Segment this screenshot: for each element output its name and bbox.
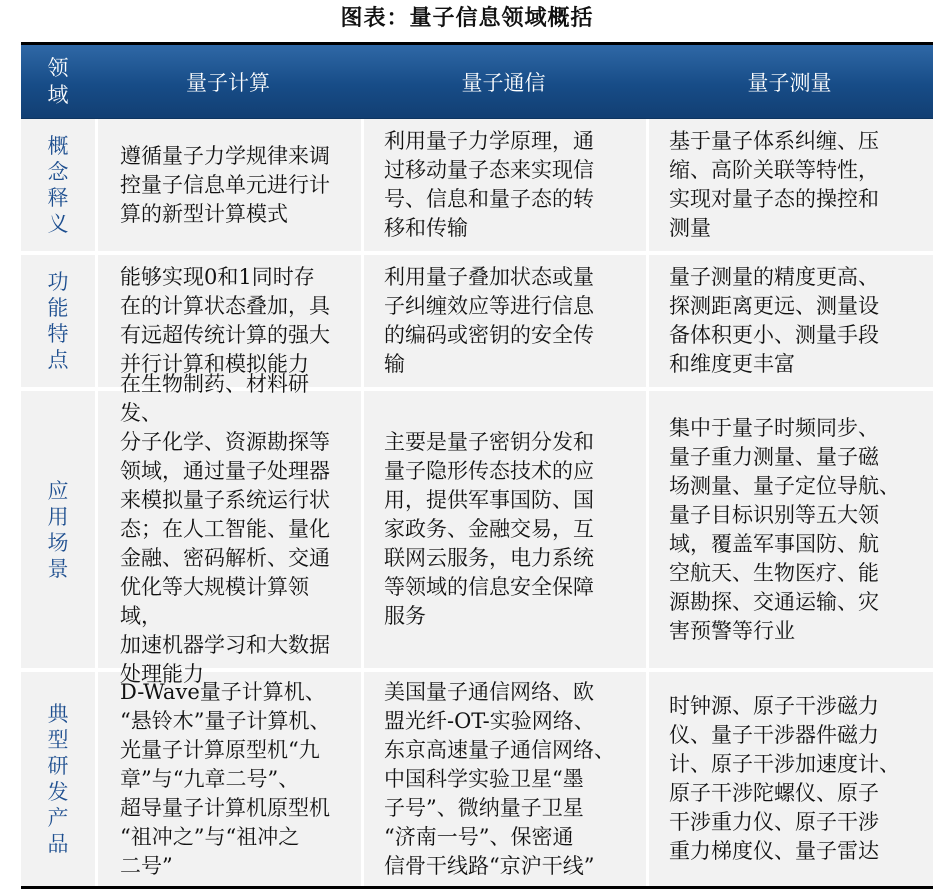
cell-text: 主要是量子密钥分发和 量子隐形传态技术的应 用，提供军事国防、国 家政务、金融交易，互 联网云服务，电力系统 等领域的信息安全保障 服务 — [384, 430, 594, 628]
table-row-concept — [21, 119, 933, 251]
cell-communication — [361, 119, 646, 251]
page-title: 图表：量子信息领域概括 — [340, 6, 594, 31]
cell-text: 利用量子叠加状态或量 子纠缠效应等进行信息 的编码或密钥的安全传 输 — [384, 265, 594, 376]
row-label-cell — [21, 255, 95, 387]
label-char: 品 — [47, 832, 69, 856]
label-char: 领 — [47, 55, 69, 80]
cell-text: 量子测量的精度更高、 探测距离更远、测量设 备体积更小、测量手段 和维度更丰富 — [669, 265, 879, 376]
label-char: 型 — [47, 728, 69, 752]
label-char: 景 — [47, 556, 69, 581]
cell-text: 美国量子通信网络、欧 盟光纤-OT-实验网络、 东京高速量子通信网络、 中国科学实验卫星“墨 子号”、微纳量子卫星 “济南一号”、保密通 信骨干线路“京沪干线” — [384, 679, 615, 878]
cell-measurement — [646, 119, 933, 251]
label-char: 特 — [47, 322, 69, 346]
label-char: 典 — [47, 702, 69, 726]
label-char: 发 — [47, 780, 69, 804]
table-row-features — [21, 251, 933, 387]
cell-measurement — [646, 391, 933, 668]
cell-text: 时钟源、原子干涉磁力 仪、量子干涉器件磁力 计、原子干涉加速度计、 原子干涉陀螺仪、原子 干涉重力仪、原子干涉 重力梯度仪、量子雷达 — [669, 694, 900, 863]
row-label-cell — [21, 391, 95, 668]
header-domain-label — [48, 55, 69, 109]
label-char: 域 — [47, 82, 69, 107]
cell-text: 利用量子力学原理，通 过移动量子态来实现信 号、信息和量子态的转 移和传输 — [384, 129, 594, 240]
cell-communication — [361, 391, 646, 668]
cell-text: 集中于量子时频同步、 量子重力测量、量子磁 场测量、量子定位导航、 量子目标识别等五大领 域，覆盖军事国防、航 空航天、生物医疗、能 源勘探、交通运输、灾 害预警等行业 — [669, 415, 900, 643]
cell-text: 遵循量子力学规律来调 控量子信息单元进行计 算的新型计算模式 — [120, 143, 330, 226]
cell-computing — [95, 255, 361, 387]
label-char: 点 — [47, 348, 69, 372]
table-row-applications — [21, 372, 933, 686]
row-label — [48, 269, 69, 373]
row-label — [48, 133, 69, 237]
header-quantum-measurement: 量子测量 — [747, 70, 832, 95]
row-label-cell — [21, 119, 95, 251]
label-char: 场 — [47, 530, 69, 555]
cell-computing — [95, 672, 361, 886]
label-char: 研 — [47, 754, 69, 778]
cell-text: 在生物制药、材料研发、 分子化学、资源勘探等 领域，通过量子处理器 来模拟量子系统运行状 态；在人工智能、量化 金融、密码解析、交通 优化等大规模计算领域， 加速机器学习和大数据 处理能力 — [120, 372, 330, 686]
row-label — [48, 478, 69, 582]
row-label-cell — [21, 672, 95, 886]
header-domain — [21, 45, 95, 118]
cell-text: D-Wave量子计算机、 “悬铃木”量子计算机、 光量子计算原型机“九 章”与“九章二号”、 超导量子计算机原型机 “祖冲之”与“祖冲之 二号” — [120, 679, 331, 878]
table-row-products — [21, 668, 933, 886]
label-char: 应 — [47, 478, 69, 503]
header-quantum-communication: 量子通信 — [461, 70, 546, 95]
cell-text: 能够实现0和1同时存 在的计算状态叠加，具 有远超传统计算的强大 并行计算和模拟能力 — [120, 265, 330, 376]
cell-computing — [95, 119, 361, 251]
label-char: 能 — [47, 296, 69, 320]
cell-measurement — [646, 672, 933, 886]
cell-computing — [95, 372, 361, 686]
table-header — [21, 45, 933, 119]
label-char: 念 — [47, 160, 69, 184]
cell-measurement — [646, 255, 933, 387]
cell-text: 基于量子体系纠缠、压 缩、高阶关联等特性， 实现对量子态的操控和 测量 — [669, 129, 879, 240]
label-char: 释 — [47, 186, 69, 210]
label-char: 功 — [47, 270, 69, 294]
label-char: 用 — [47, 504, 69, 529]
label-char: 概 — [47, 134, 69, 158]
cell-communication — [361, 672, 646, 886]
label-char: 产 — [47, 806, 69, 830]
label-char: 义 — [47, 212, 69, 236]
header-quantum-computing: 量子计算 — [186, 70, 270, 95]
quantum-info-table — [21, 42, 933, 889]
row-label — [48, 701, 69, 857]
cell-communication — [361, 255, 646, 387]
